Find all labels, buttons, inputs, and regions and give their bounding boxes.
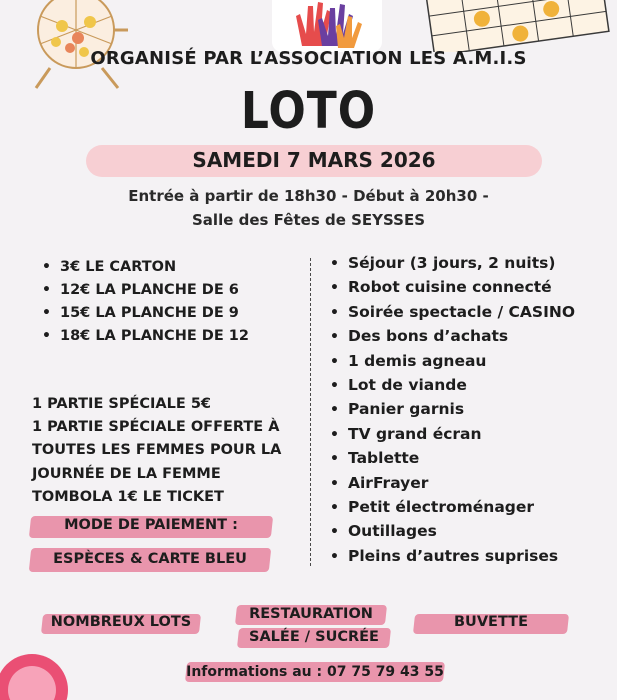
prize-item: • Robot cuisine connecté [330,275,575,299]
price-item: • 18€ LA PLANCHE DE 12 [42,325,249,348]
prize-item: • Petit électroménager [330,495,575,519]
restauration-type: SALÉE / SUCRÉE [249,629,379,645]
association-logo [272,0,382,52]
special-line: TOUTES LES FEMMES POUR LA [32,442,282,459]
special-games [32,393,281,509]
bingo-cage-illustration [26,0,130,92]
info-phone: Informations au : 07 75 79 43 55 [186,664,444,680]
prize-item: • Outillages [330,519,575,543]
restauration-badge: RESTAURATION [249,606,373,622]
entry-times: Entrée à partir de 18h30 - Début à 20h30 - [128,187,489,205]
special-line: 1 PARTIE SPÉCIALE 5€ [32,396,212,412]
event-title: LOTO [240,82,377,141]
special-line: JOURNÉE DE LA FEMME [32,465,221,482]
column-divider [310,258,311,566]
price-item: • 12€ LA PLANCHE DE 6 [42,279,249,302]
prize-item: • Soirée spectacle / CASINO [330,300,575,324]
special-line: TOMBOLA 1€ LE TICKET [32,488,224,505]
price-item: • 3€ LE CARTON [42,256,249,279]
venue: Salle des Fêtes de SEYSSES [192,211,425,229]
price-item: • 15€ LA PLANCHE DE 9 [42,302,249,325]
bingo-ball-illustration [0,650,72,700]
prize-item: • Séjour (3 jours, 2 nuits) [330,251,575,275]
prize-item: • Lot de viande [330,373,575,397]
prize-item: • TV grand écran [330,422,575,446]
prize-item: • Tablette [330,446,575,470]
prize-item: • Panier garnis [330,397,575,421]
organizer-line: ORGANISÉ PAR L’ASSOCIATION LES A.M.I.S [90,48,527,69]
prize-item: • 1 demis agneau [330,349,575,373]
hands-icon [272,0,382,52]
special-line: 1 PARTIE SPÉCIALE OFFERTE À [32,419,280,436]
prize-item: • AirFrayer [330,471,575,495]
bingo-card-illustration [420,0,612,52]
lots-badge: NOMBREUX LOTS [50,614,192,630]
event-date: SAMEDI 7 MARS 2026 [192,148,436,172]
prize-list [330,251,575,568]
price-list [42,256,249,348]
payment-value: ESPÈCES & CARTE BLEU [53,551,247,567]
prize-item: • Pleins d’autres suprises [330,544,575,568]
payment-label: MODE DE PAIEMENT : [64,517,238,533]
buvette-badge: BUVETTE [454,614,528,630]
prize-item: • Des bons d’achats [330,324,575,348]
